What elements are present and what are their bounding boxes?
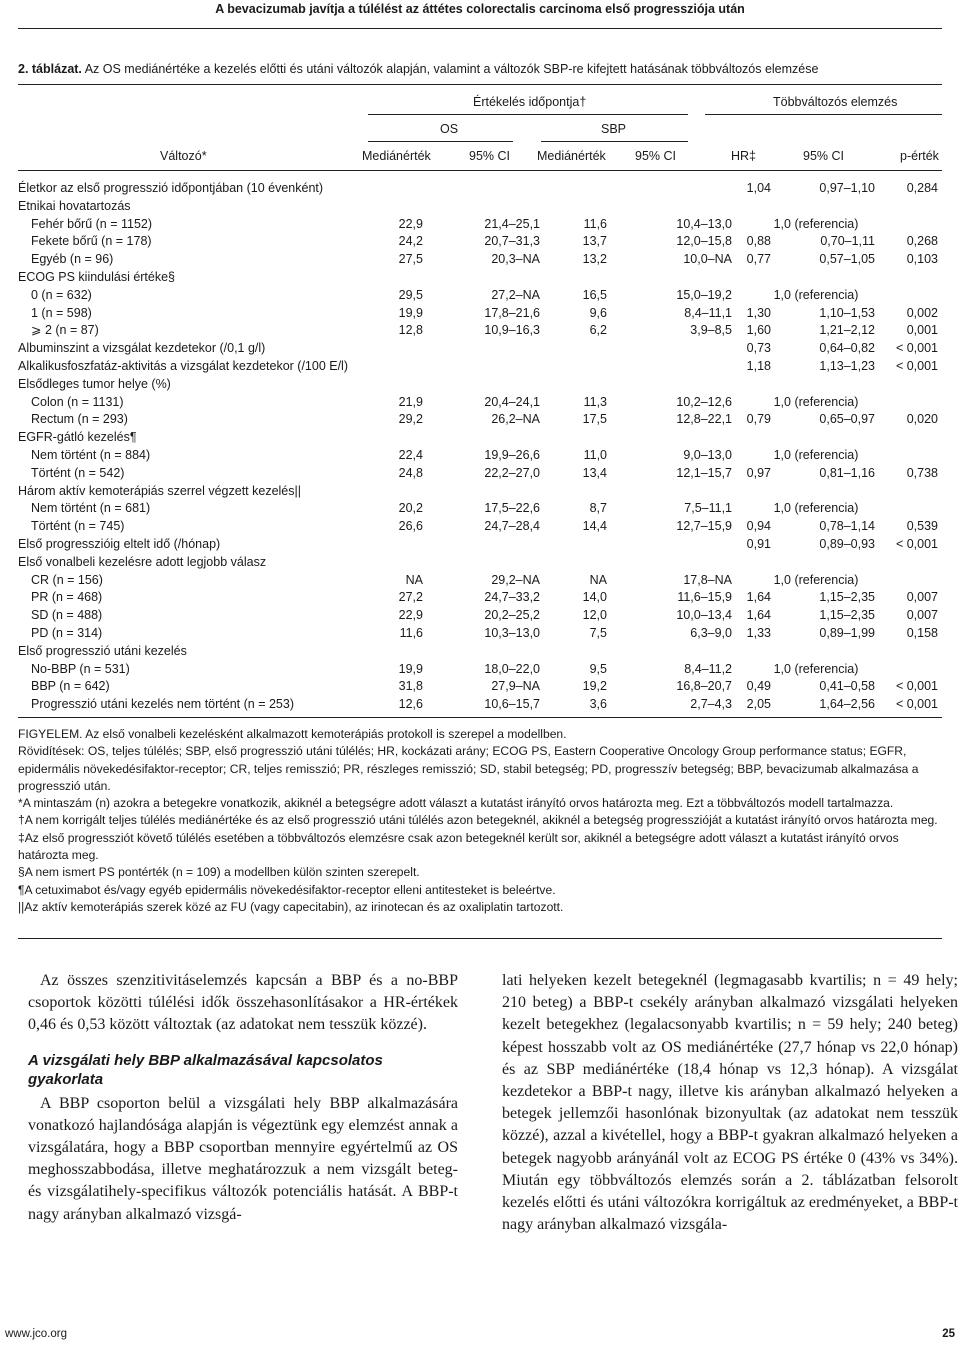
table-cell: 1,60 bbox=[746, 323, 771, 338]
table-cell: 1,10–1,53 bbox=[819, 305, 875, 320]
header-ci-os: 95% CI bbox=[469, 149, 510, 163]
table-cell: 2,05 bbox=[746, 697, 771, 712]
table-cell: 0,64–0,82 bbox=[819, 341, 875, 356]
data-table bbox=[18, 180, 942, 714]
table-cell: 16,5 bbox=[582, 287, 607, 302]
table-cell: 7,5 bbox=[589, 625, 607, 640]
table-cell: 24,2 bbox=[398, 234, 423, 249]
table-cell: 10,0–13,4 bbox=[676, 608, 732, 623]
table-cell: 3,9–8,5 bbox=[690, 323, 732, 338]
table-row bbox=[18, 376, 942, 394]
table-cell: 0,57–1,05 bbox=[819, 252, 875, 267]
table-cell: 1,64 bbox=[746, 590, 771, 605]
header-group-eval: Értékelés időpontja† bbox=[473, 95, 587, 109]
row-label: ECOG PS kiindulási értéke§ bbox=[18, 269, 176, 284]
table-cell: 2,7–4,3 bbox=[690, 697, 732, 712]
table-cell: 0,539 bbox=[906, 519, 938, 534]
row-label: ⩾ 2 (n = 87) bbox=[31, 323, 99, 338]
footnote: ||Az aktív kemoterápiás szerek közé az FU (vagy capecitabin), az irinotecan és az oxaliplatin tartozott. bbox=[18, 899, 564, 914]
header-os: OS bbox=[440, 122, 459, 136]
table-cell: 20,7–31,3 bbox=[484, 234, 540, 249]
table-cell: 0,97–1,10 bbox=[819, 181, 875, 195]
table-cell: 21,9 bbox=[398, 394, 423, 409]
table-cell: 1,15–2,35 bbox=[819, 608, 875, 623]
table-cell: 13,4 bbox=[582, 465, 607, 480]
table-cell: 0,284 bbox=[906, 181, 938, 195]
table-cell: 27,2 bbox=[398, 590, 423, 605]
reference-cell: 1,0 (referencia) bbox=[773, 394, 859, 409]
table-cell: 19,2 bbox=[582, 679, 607, 694]
row-label: Albuminszint a vizsgálat kezdetekor (/0,1 g/l) bbox=[18, 341, 266, 356]
caption-text: Az OS mediánértéke a kezelés előtti és utáni változók alapján, valamint a változók SBP-re kifejtett hatásának többváltozós elemzése bbox=[84, 62, 819, 76]
table-row bbox=[18, 589, 942, 607]
table-cell: 11,6 bbox=[583, 216, 607, 231]
table-row bbox=[18, 678, 942, 696]
table-cell: 0,007 bbox=[906, 590, 938, 605]
table-cell: 10,6–15,7 bbox=[484, 697, 540, 712]
row-label: Colon (n = 1131) bbox=[31, 394, 124, 409]
footnote: *A mintaszám (n) azokra a betegekre vonatkozik, akiknél a betegségre adott választ a kutatást irányító orvos határozta meg. Ezt a többváltozós modell tartalmazza. bbox=[18, 796, 894, 811]
row-label: SD (n = 488) bbox=[31, 608, 103, 623]
reference-cell: 1,0 (referencia) bbox=[773, 661, 859, 676]
table-cell: 0,007 bbox=[906, 608, 938, 623]
table-cell: < 0,001 bbox=[895, 341, 938, 356]
table-cell: 19,9–26,6 bbox=[484, 447, 540, 462]
table-notes bbox=[18, 726, 942, 916]
table-cell: 19,9 bbox=[398, 305, 423, 320]
table-cell: 12,0–15,8 bbox=[676, 234, 732, 249]
table-cell: 7,5–11,1 bbox=[684, 501, 732, 516]
table-cell: 15,0–19,2 bbox=[676, 287, 732, 302]
table-cell: 0,89–0,93 bbox=[819, 536, 875, 551]
table-cell: 29,2 bbox=[398, 412, 423, 427]
table-cell: < 0,001 bbox=[895, 679, 938, 694]
row-label: Progresszió utáni kezelés nem történt (n = 253) bbox=[31, 697, 294, 712]
reference-cell: 1,0 (referencia) bbox=[773, 447, 859, 462]
table-cell: 29,5 bbox=[398, 287, 423, 302]
row-label: Történt (n = 745) bbox=[31, 519, 125, 534]
table-cell: 24,8 bbox=[398, 465, 423, 480]
table-cell: 10,3–13,0 bbox=[484, 625, 540, 640]
table-cell: 1,33 bbox=[746, 625, 771, 640]
row-label: Első progresszióig eltelt idő (/hónap) bbox=[18, 536, 221, 551]
row-label: 0 (n = 632) bbox=[31, 287, 92, 302]
table-cell: 13,2 bbox=[582, 252, 607, 267]
table-row bbox=[18, 411, 942, 429]
table-cell: 1,15–2,35 bbox=[819, 590, 875, 605]
table-cell: 12,8–22,1 bbox=[676, 412, 732, 427]
row-label: Történt (n = 542) bbox=[31, 465, 125, 480]
table-row bbox=[18, 287, 942, 305]
row-label: PR (n = 468) bbox=[31, 590, 103, 605]
table-cell: < 0,001 bbox=[895, 358, 938, 373]
table-cell: < 0,001 bbox=[895, 697, 938, 712]
table-row bbox=[18, 394, 942, 412]
header-variable: Változó* bbox=[160, 149, 207, 163]
row-label: Három aktív kemoterápiás szerrel végzett kezelés|| bbox=[18, 483, 301, 498]
table-cell: 24,7–33,2 bbox=[484, 590, 540, 605]
table-row bbox=[18, 251, 942, 269]
table-cell: 20,2–25,2 bbox=[484, 608, 540, 623]
table-cell: 9,0–13,0 bbox=[683, 447, 732, 462]
row-label: PD (n = 314) bbox=[31, 625, 103, 640]
table-row bbox=[18, 643, 942, 661]
table-cell: 14,0 bbox=[582, 590, 607, 605]
table-row bbox=[18, 661, 942, 679]
reference-cell: 1,0 (referencia) bbox=[773, 501, 859, 516]
table-cell: 0,738 bbox=[906, 465, 938, 480]
table-cell: 0,002 bbox=[906, 305, 938, 320]
table-cell: 0,89–1,99 bbox=[819, 625, 875, 640]
header-os-rule bbox=[368, 141, 513, 142]
header-median-sbp: Mediánérték bbox=[537, 149, 606, 163]
header-median-os: Mediánérték bbox=[362, 149, 431, 163]
table-cell: 6,2 bbox=[589, 323, 607, 338]
row-label: Nem történt (n = 681) bbox=[31, 501, 151, 516]
table-cell: 11,6–15,9 bbox=[677, 590, 732, 605]
table-row bbox=[18, 180, 942, 198]
table-cell: 0,78–1,14 bbox=[819, 519, 875, 534]
table-row bbox=[18, 340, 942, 358]
table-cell: 9,5 bbox=[589, 661, 607, 676]
table-cell: 26,2–NA bbox=[491, 412, 540, 427]
table-row bbox=[18, 216, 942, 234]
table-cell: 0,70–1,11 bbox=[820, 234, 875, 249]
table-row bbox=[18, 269, 942, 287]
row-label: BBP (n = 642) bbox=[31, 679, 110, 694]
table-cell: 1,64 bbox=[746, 608, 771, 623]
row-label: CR (n = 156) bbox=[31, 572, 103, 587]
table-cell: 20,3–NA bbox=[491, 252, 540, 267]
table-row bbox=[18, 536, 942, 554]
table-cell: 8,4–11,2 bbox=[684, 661, 732, 676]
table-row bbox=[18, 233, 942, 251]
table-cell: 0,001 bbox=[906, 323, 938, 338]
header-multi-rule bbox=[705, 114, 942, 115]
table-caption bbox=[18, 62, 942, 76]
table-cell: 17,8–NA bbox=[683, 572, 732, 587]
table-cell: 10,2–12,6 bbox=[676, 394, 732, 409]
table-row bbox=[18, 696, 942, 714]
table-cell: 0,73 bbox=[746, 341, 771, 356]
table-cell: 12,8 bbox=[398, 323, 423, 338]
row-label: 1 (n = 598) bbox=[31, 305, 92, 320]
row-label: Rectum (n = 293) bbox=[31, 412, 128, 427]
row-label: Első vonalbeli kezelésre adott legjobb válasz bbox=[18, 554, 267, 569]
table-cell: 0,158 bbox=[906, 625, 938, 640]
table-cell: 27,9–NA bbox=[491, 679, 540, 694]
table-cell: 27,2–NA bbox=[491, 287, 540, 302]
top-rule bbox=[18, 28, 942, 29]
table-cell: NA bbox=[405, 572, 423, 587]
table-cell: 0,103 bbox=[906, 252, 938, 267]
table-cell: 11,3 bbox=[583, 394, 607, 409]
row-label: EGFR-gátló kezelés¶ bbox=[18, 430, 137, 445]
body-column-right bbox=[502, 970, 958, 1236]
row-label: Fehér bőrű (n = 1152) bbox=[31, 216, 153, 231]
table-cell: 24,7–28,4 bbox=[484, 519, 540, 534]
table-cell: 29,2–NA bbox=[491, 572, 540, 587]
table-cell: 11,0 bbox=[583, 447, 607, 462]
table-cell: 22,4 bbox=[398, 447, 423, 462]
table-cell: 0,268 bbox=[906, 234, 938, 249]
row-label: Életkor az első progresszió időpontjában (10 évenként) bbox=[18, 181, 324, 195]
table-cell: 16,8–20,7 bbox=[676, 679, 732, 694]
table-cell: 17,8–21,6 bbox=[484, 305, 540, 320]
table-row bbox=[18, 358, 942, 376]
table-cell: 0,41–0,58 bbox=[819, 679, 875, 694]
table-row bbox=[18, 572, 942, 590]
table-cell: 17,5 bbox=[582, 412, 607, 427]
table-cell: 1,64–2,56 bbox=[819, 697, 875, 712]
table-cell: 18,0–22,0 bbox=[484, 661, 540, 676]
caption-label: 2. táblázat. bbox=[18, 62, 82, 76]
table-cell: 1,04 bbox=[746, 181, 771, 195]
table-cell: 12,6 bbox=[398, 697, 423, 712]
table-cell: 14,4 bbox=[582, 519, 607, 534]
table-cell: 0,020 bbox=[906, 412, 938, 427]
table-row bbox=[18, 465, 942, 483]
table-cell: 0,49 bbox=[746, 679, 771, 694]
header-bottom-rule bbox=[18, 170, 942, 171]
body-column-left bbox=[28, 970, 458, 1226]
table-cell: 0,97 bbox=[746, 465, 771, 480]
table-row bbox=[18, 322, 942, 340]
footnote: §A nem ismert PS pontérték (n = 109) a modellben külön szinten szerepelt. bbox=[18, 865, 420, 880]
table-row bbox=[18, 625, 942, 643]
table-row bbox=[18, 198, 942, 216]
header-hr: HR‡ bbox=[731, 149, 757, 163]
row-label: Alkalikusfoszfatáz-aktivitás a vizsgálat kezdetekor (/100 E/l) bbox=[18, 358, 348, 373]
table-cell: 0,77 bbox=[746, 252, 771, 267]
reference-cell: 1,0 (referencia) bbox=[773, 216, 859, 231]
body-paragraph: A BBP csoporton belül a vizsgálati hely BBP alkalmazására vonatkozó hajlandósága alapján is végeztünk egy elemzést annak a vizsgálatára, hogy a BBP csoportban mennyire egyértelmű az OS meghosszabbodása, illetve meghatározzuk a nem vizsgált beteg- és vizsgálatihely-specifikus változók potenciális hatását. A BBP-t nagy arányban alkalmazó vizsgá- bbox=[28, 1094, 458, 1223]
table-row bbox=[18, 518, 942, 536]
running-head: A bevacizumab javítja a túlélést az áttétes colorectalis carcinoma első progressziója után bbox=[215, 2, 745, 16]
footnote: ‡Az első progressziót követő túlélés esetében a többváltozós elemzésre csak azon betegeknél került sor, akiknél a betegségre adott választ a kutatást irányító orvos határozta meg. bbox=[18, 830, 899, 863]
table-cell: 20,2 bbox=[398, 501, 423, 516]
header-p: p-érték bbox=[900, 149, 939, 163]
table-cell: 8,7 bbox=[589, 501, 607, 516]
row-label: Etnikai hovatartozás bbox=[18, 198, 131, 213]
table-cell: 1,18 bbox=[746, 358, 771, 373]
body-paragraph: Az összes szenzitivitáselemzés kapcsán a BBP és a no-BBP csoportok közötti túlélési idők összehasonlításakor a HR-értékek 0,46 és 0,53 között változtak (az adatokat nem tesszük közzé). bbox=[28, 972, 458, 1034]
table-row bbox=[18, 500, 942, 518]
table-cell: 8,4–11,1 bbox=[684, 305, 732, 320]
row-label: Elsődleges tumor helye (%) bbox=[18, 376, 171, 391]
body-paragraph: lati helyeken kezelt betegeknél (legmagasabb kvartilis; n = 49 hely; 210 beteg) a BBP-t csekély arányban alkalmazó vizsgálati helyeken kezelt betegekhez (legalacsonyabb kvartilis; n = 59 hely; 240 beteg) képest hosszabb volt az OS mediánértéke (27,7 hónap vs 22,0 hónap) és az SBP mediánértéke (18,4 hónap vs 12,3 hónap). A vizsgálat kezdetekor a BBP-t nagy, illetve kis arányban alkalmazó helyeken a betegek jellemzői hasonlónak bizonyultak (az adatokat nem tesszük közzé), azzal a kivétellel, hogy a BBP-t gyakran alkalmazó helyeken a betegek nagyobb arányánál volt az ECOG PS értéke 0 (43% vs 34%). Miután egy többváltozós elemzés során a 2. táblázatban felsorolt kezelés előtti és utáni változókra korrigáltuk az eredményeket, a BBP-t nagy arányban alkalmazó vizsgála- bbox=[502, 972, 958, 1234]
table-cell: 0,65–0,97 bbox=[819, 412, 875, 427]
table-cell: 0,79 bbox=[746, 412, 771, 427]
table-cell: 17,5–22,6 bbox=[484, 501, 540, 516]
table-cell: 13,7 bbox=[582, 234, 607, 249]
footnote: ¶A cetuximabot és/vagy egyéb epidermális növekedésifaktor-receptor elleni antitesteket is beleértve. bbox=[18, 882, 556, 897]
header-sbp-rule bbox=[541, 141, 688, 142]
table-cell: 21,4–25,1 bbox=[484, 216, 540, 231]
header-group-multi: Többváltozós elemzés bbox=[773, 95, 898, 109]
table-cell: 0,81–1,16 bbox=[819, 465, 875, 480]
table-row bbox=[18, 483, 942, 501]
row-label: Első progresszió utáni kezelés bbox=[18, 643, 187, 658]
table-row bbox=[18, 305, 942, 323]
table-cell: 11,6 bbox=[399, 625, 423, 640]
table-cell: 3,6 bbox=[589, 697, 607, 712]
header-ci-sbp: 95% CI bbox=[635, 149, 676, 163]
table-row bbox=[18, 607, 942, 625]
table-cell: 31,8 bbox=[398, 679, 423, 694]
table-cell: 10,0–NA bbox=[683, 252, 732, 267]
table-cell: 12,0 bbox=[582, 608, 607, 623]
table-cell: 10,9–16,3 bbox=[484, 323, 540, 338]
row-label: Fekete bőrű (n = 178) bbox=[31, 234, 152, 249]
table-cell: 0,88 bbox=[746, 234, 771, 249]
caption-rule bbox=[18, 84, 942, 85]
reference-cell: 1,0 (referencia) bbox=[773, 287, 859, 302]
table-cell: 22,2–27,0 bbox=[484, 465, 540, 480]
table-cell: 1,13–1,23 bbox=[819, 358, 875, 373]
table-cell: 12,7–15,9 bbox=[676, 519, 732, 534]
footnote: FIGYELEM. Az első vonalbeli kezelésként alkalmazott kemoterápiás protokoll is szerepel a modellben. bbox=[18, 727, 567, 741]
page-number: 25 bbox=[942, 1328, 955, 1340]
footnote: Rövidítések: OS, teljes túlélés; SBP, első progresszió utáni túlélés; HR, kockázati arány; ECOG PS, Eastern Cooperative Oncology Group performance status; EGFR, epidermális növekedésifaktor-receptor; CR, teljes remisszió; PR, részleges remisszió; SD, stabil betegség; PD, progresszív betegség; BBP, bevacizumab alkalmazása a progresszió után. bbox=[18, 744, 919, 793]
table-cell: 1,30 bbox=[746, 305, 771, 320]
table-cell: 12,1–15,7 bbox=[676, 465, 732, 480]
table-row bbox=[18, 429, 942, 447]
footer-url[interactable]: www.jco.org bbox=[5, 1328, 67, 1340]
table-cell: 19,9 bbox=[398, 661, 423, 676]
table-cell: 27,5 bbox=[398, 252, 423, 267]
footnote: †A nem korrigált teljes túlélés mediánértéke és az első progresszió utáni túlélés azon betegeknél, akiknél a betegség progresszióját a kutatást irányító orvos határozta meg. bbox=[18, 813, 938, 828]
table-cell: NA bbox=[589, 572, 607, 587]
table-cell: < 0,001 bbox=[895, 536, 938, 551]
reference-cell: 1,0 (referencia) bbox=[773, 572, 859, 587]
table-cell: 0,91 bbox=[746, 536, 771, 551]
row-label: No-BBP (n = 531) bbox=[31, 661, 130, 676]
table-cell: 6,3–9,0 bbox=[690, 625, 732, 640]
row-label: Egyéb (n = 96) bbox=[31, 252, 114, 267]
section-heading: A vizsgálati hely BBP alkalmazásával kapcsolatos gyakorlata bbox=[28, 1051, 383, 1088]
table-bottom-rule bbox=[18, 717, 942, 718]
table-cell: 20,4–24,1 bbox=[484, 394, 540, 409]
table-cell: 26,6 bbox=[398, 519, 423, 534]
table-cell: 10,4–13,0 bbox=[676, 216, 732, 231]
row-label: Nem történt (n = 884) bbox=[31, 447, 151, 462]
table-cell: 22,9 bbox=[398, 216, 423, 231]
table-row bbox=[18, 554, 942, 572]
header-ci-hr: 95% CI bbox=[803, 149, 844, 163]
table-cell: 9,6 bbox=[589, 305, 607, 320]
header-eval-rule bbox=[368, 114, 688, 115]
table-cell: 1,21–2,12 bbox=[819, 323, 875, 338]
table-row bbox=[18, 447, 942, 465]
table-cell: 22,9 bbox=[398, 608, 423, 623]
notes-bottom-rule bbox=[18, 938, 942, 939]
header-sbp: SBP bbox=[601, 122, 627, 136]
table-cell: 0,94 bbox=[746, 519, 771, 534]
